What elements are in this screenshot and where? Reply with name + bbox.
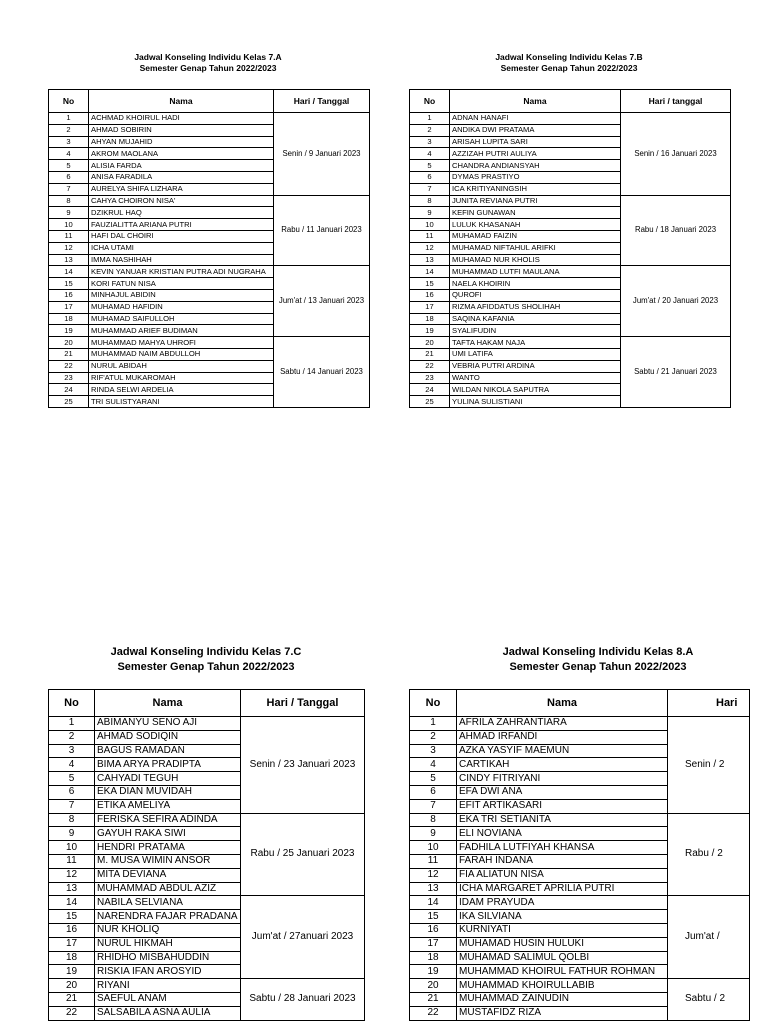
row-number: 12 — [410, 868, 457, 882]
schedule-table-7c — [48, 689, 365, 1021]
student-name: ADNAN HANAFI — [450, 113, 621, 125]
student-name: GAYUH RAKA SIWI — [95, 827, 241, 841]
table-row — [410, 717, 750, 731]
row-number: 20 — [49, 337, 89, 349]
row-number: 22 — [49, 1006, 95, 1020]
student-name: MUHAMAD NUR KHOLIS — [450, 254, 621, 266]
col-header-day: Hari / Tanggal — [274, 90, 370, 113]
table-subtitle: Semester Genap Tahun 2022/2023 — [500, 63, 638, 74]
row-number: 9 — [410, 827, 457, 841]
student-name: ACHMAD KHOIRUL HADI — [89, 113, 274, 125]
schedule-day: Jum'at / 13 Januari 2023 — [274, 266, 370, 337]
student-name: AHYAN MUJAHID — [89, 136, 274, 148]
col-header-nama: Nama — [457, 690, 668, 717]
col-header-day: Hari / Tanggal — [241, 690, 365, 717]
row-number: 15 — [49, 278, 89, 290]
row-number: 16 — [49, 923, 95, 937]
student-name: AHMAD SODIQIN — [95, 730, 241, 744]
row-number: 14 — [49, 896, 95, 910]
schedule-day: Senin / 16 Januari 2023 — [621, 113, 731, 196]
row-number: 8 — [49, 813, 95, 827]
table-row — [410, 979, 750, 993]
row-number: 17 — [49, 937, 95, 951]
table-row — [410, 195, 731, 207]
row-number: 13 — [410, 882, 457, 896]
row-number: 6 — [410, 171, 450, 183]
row-number: 20 — [410, 337, 450, 349]
student-name: NURUL ABIDAH — [89, 360, 274, 372]
schedule-clip-8a — [409, 689, 738, 1024]
row-number: 9 — [410, 207, 450, 219]
student-name: MUHAMMAD ZAINUDIN — [457, 992, 668, 1006]
student-name: SYALIFUDIN — [450, 325, 621, 337]
student-name: MUHAMMAD KHOIRULLABIB — [457, 979, 668, 993]
student-name: MUHAMMAD ARIEF BUDIMAN — [89, 325, 274, 337]
student-name: DZIKRUL HAQ — [89, 207, 274, 219]
row-number: 14 — [410, 266, 450, 278]
student-name: AHMAD IRFANDI — [457, 730, 668, 744]
row-number: 13 — [410, 254, 450, 266]
student-name: RINDA SELWI ARDELIA — [89, 384, 274, 396]
student-name: MUHAMMAD KHOIRUL FATHUR ROHMAN — [457, 965, 668, 979]
row-number: 17 — [410, 937, 457, 951]
schedule-day: Sabtu / 21 Januari 2023 — [621, 337, 731, 408]
student-name: NAELA KHOIRIN — [450, 278, 621, 290]
student-name: SAEFUL ANAM — [95, 992, 241, 1006]
row-number: 10 — [410, 219, 450, 231]
student-name: RIF'ATUL MUKAROMAH — [89, 372, 274, 384]
student-name: FERISKA SEFIRA ADINDA — [95, 813, 241, 827]
student-name: EKA TRI SETIANITA — [457, 813, 668, 827]
student-name: WILDAN NIKOLA SAPUTRA — [450, 384, 621, 396]
student-name: MUHAMMAD NAIM ABDULLOH — [89, 348, 274, 360]
row-number: 23 — [410, 372, 450, 384]
student-name: EFA DWI ANA — [457, 785, 668, 799]
row-number: 7 — [410, 799, 457, 813]
table-row — [410, 113, 731, 125]
row-number: 22 — [410, 360, 450, 372]
student-name: IKA SILVIANA — [457, 910, 668, 924]
table-title: Jadwal Konseling Individu Kelas 7.B — [495, 52, 643, 62]
table-row — [49, 813, 365, 827]
row-number: 19 — [49, 325, 89, 337]
student-name: KURNIYATI — [457, 923, 668, 937]
schedule-day: Senin / 23 Januari 2023 — [241, 717, 365, 814]
schedule-day: Sabtu / 28 Januari 2023 — [241, 979, 365, 1020]
table-row — [49, 113, 370, 125]
schedule-table-7a — [48, 89, 370, 408]
student-name: MUSTAFIDZ RIZA — [457, 1006, 668, 1020]
row-number: 11 — [410, 854, 457, 868]
student-name: CHANDRA ANDIANSYAH — [450, 160, 621, 172]
row-number: 19 — [410, 325, 450, 337]
student-name: RHIDHO MISBAHUDDIN — [95, 951, 241, 965]
student-name: AFRILA ZAHRANTIARA — [457, 717, 668, 731]
row-number: 19 — [410, 965, 457, 979]
col-header-no: No — [49, 690, 95, 717]
row-number: 4 — [49, 758, 95, 772]
schedule-day: Sabtu / 2 — [668, 979, 750, 1020]
row-number: 10 — [49, 219, 89, 231]
schedule-day: Sabtu / 14 Januari 2023 — [274, 337, 370, 408]
student-name: AHMAD SOBIRIN — [89, 124, 274, 136]
schedule-day: Jum'at / — [668, 896, 750, 979]
student-name: M. MUSA WIMIN ANSOR — [95, 854, 241, 868]
student-name: MUHAMAD HUSIN HULUKI — [457, 937, 668, 951]
row-number: 11 — [410, 230, 450, 242]
row-number: 12 — [49, 242, 89, 254]
col-header-nama: Nama — [95, 690, 241, 717]
row-number: 2 — [410, 124, 450, 136]
row-number: 18 — [410, 951, 457, 965]
student-name: UMI LATIFA — [450, 348, 621, 360]
student-name: FARAH INDANA — [457, 854, 668, 868]
student-name: CARTIKAH — [457, 758, 668, 772]
row-number: 7 — [49, 799, 95, 813]
student-name: MUHAMMAD MAHYA UHROFI — [89, 337, 274, 349]
student-name: RIYANI — [95, 979, 241, 993]
row-number: 3 — [410, 744, 457, 758]
col-header-no: No — [410, 90, 450, 113]
row-number: 21 — [410, 992, 457, 1006]
student-name: EFIT ARTIKASARI — [457, 799, 668, 813]
student-name: AZKA YASYIF MAEMUN — [457, 744, 668, 758]
student-name: SALSABILA ASNA AULIA — [95, 1006, 241, 1020]
student-name: ANDIKA DWI PRATAMA — [450, 124, 621, 136]
student-name: YULINA SULISTIANI — [450, 396, 621, 408]
table-row — [49, 266, 370, 278]
student-name: ARISAH LUPITA SARI — [450, 136, 621, 148]
table-row — [49, 195, 370, 207]
schedule-day: Jum'at / 27anuari 2023 — [241, 896, 365, 979]
row-number: 3 — [49, 136, 89, 148]
student-name: FADHILA LUTFIYAH KHANSA — [457, 841, 668, 855]
row-number: 9 — [49, 207, 89, 219]
student-name: RIZMA AFIDDATUS SHOLIHAH — [450, 301, 621, 313]
table-subtitle: Semester Genap Tahun 2022/2023 — [117, 660, 295, 673]
table-row — [410, 896, 750, 910]
student-name: TRI SULISTYARANI — [89, 396, 274, 408]
table-row — [410, 337, 731, 349]
student-name: IMMA NASHIHAH — [89, 254, 274, 266]
student-name: MUHAMAD SAIFULLOH — [89, 313, 274, 325]
row-number: 21 — [49, 992, 95, 1006]
student-name: NUR KHOLIQ — [95, 923, 241, 937]
student-name: MITA DEVIANA — [95, 868, 241, 882]
row-number: 8 — [49, 195, 89, 207]
row-number: 1 — [49, 113, 89, 125]
table-title: Jadwal Konseling Individu Kelas 7.A — [134, 52, 282, 62]
table-row — [49, 979, 365, 993]
row-number: 5 — [410, 772, 457, 786]
row-number: 14 — [49, 266, 89, 278]
row-number: 3 — [49, 744, 95, 758]
row-number: 8 — [410, 195, 450, 207]
table-subtitle: Semester Genap Tahun 2022/2023 — [139, 63, 277, 74]
row-number: 6 — [49, 785, 95, 799]
row-number: 10 — [49, 841, 95, 855]
row-number: 23 — [49, 372, 89, 384]
row-number: 5 — [410, 160, 450, 172]
table-row — [410, 266, 731, 278]
row-number: 20 — [49, 979, 95, 993]
student-name: QUROFI — [450, 289, 621, 301]
row-number: 10 — [410, 841, 457, 855]
student-name: MUHAMAD HAFIDIN — [89, 301, 274, 313]
col-header-no: No — [49, 90, 89, 113]
student-name: KEVIN YANUAR KRISTIAN PUTRA ADI NUGRAHA — [89, 266, 274, 278]
row-number: 9 — [49, 827, 95, 841]
student-name: ETIKA AMELIYA — [95, 799, 241, 813]
student-name: JUNITA REVIANA PUTRI — [450, 195, 621, 207]
col-header-nama: Nama — [89, 90, 274, 113]
student-name: AZZIZAH PUTRI AULIYA — [450, 148, 621, 160]
student-name: ELI NOVIANA — [457, 827, 668, 841]
row-number: 17 — [49, 301, 89, 313]
row-number: 20 — [410, 979, 457, 993]
student-name: CAHYADI TEGUH — [95, 772, 241, 786]
row-number: 13 — [49, 882, 95, 896]
student-name: ICHA MARGARET APRILIA PUTRI — [457, 882, 668, 896]
row-number: 11 — [49, 854, 95, 868]
row-number: 22 — [410, 1006, 457, 1020]
schedule-day: Senin / 2 — [668, 717, 750, 814]
student-name: VEBRIA PUTRI ARDINA — [450, 360, 621, 372]
table-title: Jadwal Konseling Individu Kelas 8.A — [502, 646, 694, 658]
col-header-nama: Nama — [450, 90, 621, 113]
student-name: MUHAMAD SALIMUL QOLBI — [457, 951, 668, 965]
student-name: MUHAMMAD LUTFI MAULANA — [450, 266, 621, 278]
row-number: 4 — [410, 758, 457, 772]
row-number: 16 — [410, 923, 457, 937]
row-number: 16 — [410, 289, 450, 301]
row-number: 4 — [410, 148, 450, 160]
row-number: 2 — [410, 730, 457, 744]
student-name: ICA KRITIYANINGSIH — [450, 183, 621, 195]
row-number: 6 — [49, 171, 89, 183]
col-header-day: Hari — [668, 690, 750, 717]
student-name: NARENDRA FAJAR PRADANA — [95, 910, 241, 924]
schedule-title-7c — [48, 645, 364, 675]
student-name: IDAM PRAYUDA — [457, 896, 668, 910]
row-number: 18 — [49, 951, 95, 965]
row-number: 7 — [49, 183, 89, 195]
student-name: EKA DIAN MUVIDAH — [95, 785, 241, 799]
student-name: MINHAJUL ABIDIN — [89, 289, 274, 301]
schedule-day: Rabu / 18 Januari 2023 — [621, 195, 731, 266]
row-number: 21 — [410, 348, 450, 360]
student-name: HAFI DAL CHOIRI — [89, 230, 274, 242]
student-name: NURUL HIKMAH — [95, 937, 241, 951]
row-number: 1 — [410, 717, 457, 731]
student-name: FAUZIALITTA ARIANA PUTRI — [89, 219, 274, 231]
table-title: Jadwal Konseling Individu Kelas 7.C — [110, 646, 302, 658]
schedule-day: Senin / 9 Januari 2023 — [274, 113, 370, 196]
row-number: 8 — [410, 813, 457, 827]
schedule-table-7b — [409, 89, 731, 408]
schedule-day: Rabu / 25 Januari 2023 — [241, 813, 365, 896]
row-number: 11 — [49, 230, 89, 242]
row-number: 6 — [410, 785, 457, 799]
row-number: 24 — [410, 384, 450, 396]
student-name: WANTO — [450, 372, 621, 384]
student-name: FIA ALIATUN NISA — [457, 868, 668, 882]
student-name: ALISIA FARDA — [89, 160, 274, 172]
student-name: ICHA UTAMI — [89, 242, 274, 254]
row-number: 2 — [49, 730, 95, 744]
student-name: RISKIA IFAN AROSYID — [95, 965, 241, 979]
schedule-title-7a — [48, 52, 368, 75]
schedule-day: Rabu / 11 Januari 2023 — [274, 195, 370, 266]
row-number: 13 — [49, 254, 89, 266]
schedule-day: Rabu / 2 — [668, 813, 750, 896]
row-number: 16 — [49, 289, 89, 301]
col-header-day: Hari / tanggal — [621, 90, 731, 113]
row-number: 25 — [49, 396, 89, 408]
row-number: 15 — [410, 278, 450, 290]
student-name: SAQINA KAFANIA — [450, 313, 621, 325]
student-name: TAFTA HAKAM NAJA — [450, 337, 621, 349]
table-row — [49, 337, 370, 349]
row-number: 15 — [49, 910, 95, 924]
student-name: DYMAS PRASTIYO — [450, 171, 621, 183]
student-name: LULUK KHASANAH — [450, 219, 621, 231]
row-number: 2 — [49, 124, 89, 136]
row-number: 22 — [49, 360, 89, 372]
student-name: MUHAMAD NIFTAHUL ARIFKI — [450, 242, 621, 254]
student-name: BIMA ARYA PRADIPTA — [95, 758, 241, 772]
table-row — [410, 813, 750, 827]
table-row — [49, 896, 365, 910]
row-number: 3 — [410, 136, 450, 148]
row-number: 7 — [410, 183, 450, 195]
row-number: 5 — [49, 160, 89, 172]
student-name: CAHYA CHOIRON NISA' — [89, 195, 274, 207]
student-name: MUHAMMAD ABDUL AZIZ — [95, 882, 241, 896]
student-name: CINDY FITRIYANI — [457, 772, 668, 786]
row-number: 18 — [49, 313, 89, 325]
row-number: 12 — [49, 868, 95, 882]
row-number: 1 — [49, 717, 95, 731]
student-name: MUHAMAD FAIZIN — [450, 230, 621, 242]
row-number: 25 — [410, 396, 450, 408]
student-name: ABIMANYU SENO AJI — [95, 717, 241, 731]
student-name: NABILA SELVIANA — [95, 896, 241, 910]
row-number: 17 — [410, 301, 450, 313]
row-number: 19 — [49, 965, 95, 979]
row-number: 1 — [410, 113, 450, 125]
row-number: 21 — [49, 348, 89, 360]
student-name: HENDRI PRATAMA — [95, 841, 241, 855]
schedule-day: Jum'at / 20 Januari 2023 — [621, 266, 731, 337]
student-name: AURELYA SHIFA LIZHARA — [89, 183, 274, 195]
student-name: ANISA FARADILA — [89, 171, 274, 183]
row-number: 12 — [410, 242, 450, 254]
row-number: 18 — [410, 313, 450, 325]
row-number: 24 — [49, 384, 89, 396]
row-number: 15 — [410, 910, 457, 924]
row-number: 5 — [49, 772, 95, 786]
schedule-table-8a — [409, 689, 750, 1021]
row-number: 14 — [410, 896, 457, 910]
student-name: KORI FATUN NISA — [89, 278, 274, 290]
student-name: BAGUS RAMADAN — [95, 744, 241, 758]
student-name: KEFIN GUNAWAN — [450, 207, 621, 219]
schedule-title-8a — [488, 645, 708, 675]
row-number: 4 — [49, 148, 89, 160]
table-row — [49, 717, 365, 731]
schedule-title-7b — [409, 52, 729, 75]
col-header-no: No — [410, 690, 457, 717]
student-name: AKROM MAOLANA — [89, 148, 274, 160]
table-subtitle: Semester Genap Tahun 2022/2023 — [509, 660, 687, 673]
